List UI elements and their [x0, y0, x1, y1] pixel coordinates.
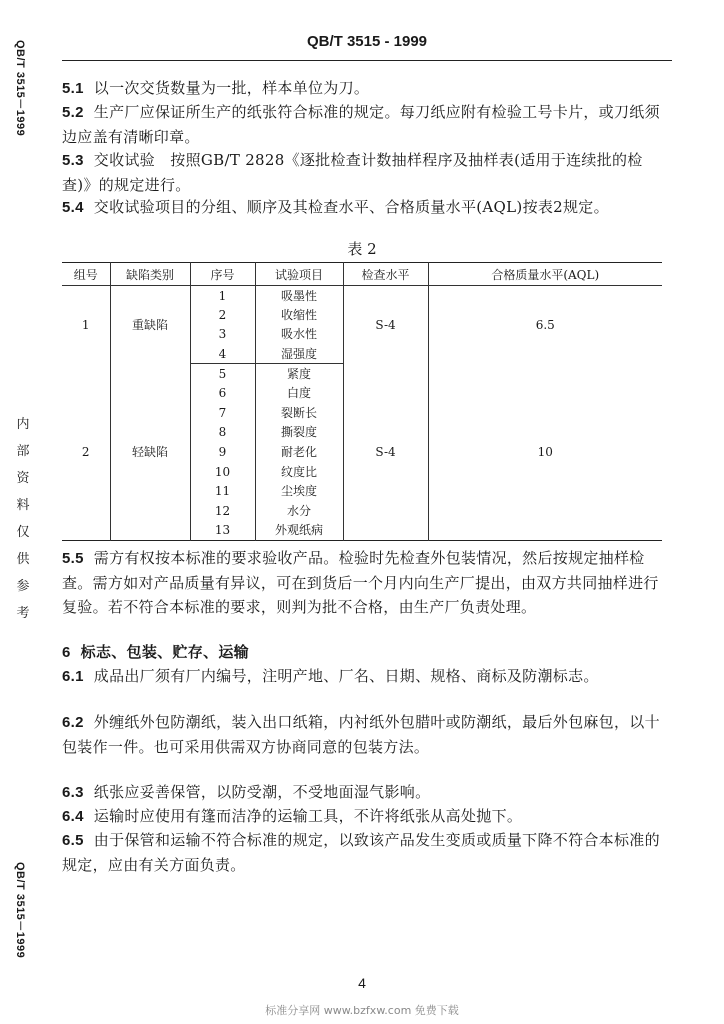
margin-note-char: 参: [16, 579, 30, 594]
clause-5-1: [62, 76, 662, 101]
clause-number: 6.2: [62, 714, 84, 731]
clause-text: 成品出厂须有厂内编号，注明产地、厂名、日期、规格、商标及防潮标志。: [93, 667, 599, 685]
clause-5-2: [62, 100, 662, 149]
defect-category-cell: 重缺陷: [110, 286, 190, 364]
clause-6-1: [62, 664, 662, 689]
aql-cell: 10: [428, 364, 662, 540]
margin-note-char: 料: [16, 498, 30, 513]
clause-6-3: [62, 780, 662, 805]
clause-5-5: [62, 546, 662, 619]
serial-number-cell: 8: [190, 423, 255, 443]
margin-standard-code-top: QB/T 3515－1999: [14, 40, 26, 137]
serial-number-cell: 7: [190, 403, 255, 423]
clause-text: 纸张应妥善保管，以防受潮，不受地面湿气影响。: [93, 783, 431, 801]
serial-number-cell: 10: [190, 462, 255, 482]
clause-number: 6.3: [62, 784, 84, 801]
clause-text: 交收试验 按照GB/T 2828《逐批检查计数抽样程序及抽样表(适用于连续批的检查)》的规定进行。: [62, 151, 643, 194]
test-item-cell: 湿强度: [255, 344, 343, 364]
header-defect-category: 缺陷类别: [110, 263, 190, 286]
test-item-cell: 白度: [255, 383, 343, 403]
group-number-cell: 1: [81, 317, 90, 332]
inspection-table: [62, 262, 662, 541]
header-test-item: 试验项目: [255, 263, 343, 286]
table-title: 表 2: [347, 240, 377, 258]
serial-number-cell: 1: [190, 286, 255, 306]
clause-text: 运输时应使用有篷而洁净的运输工具，不许将纸张从高处抛下。: [93, 807, 523, 825]
clause-number: 6.1: [62, 668, 84, 685]
header-group-number: 组号: [62, 263, 110, 286]
margin-standard-code-bottom: QB/T 3515－1999: [14, 862, 26, 959]
clause-text: 生产厂应保证所生产的纸张符合标准的规定。每刀纸应附有检验工号卡片，或刀纸须边应盖有清晰印章。: [62, 103, 660, 146]
serial-number-cell: 11: [190, 481, 255, 501]
clause-number: 5.3: [62, 152, 84, 169]
inspection-level-cell: S-4: [343, 364, 428, 540]
clause-number: 5.2: [62, 104, 84, 121]
margin-note-char: 仅: [16, 525, 30, 540]
test-item-cell: 裂断长: [255, 403, 343, 423]
clause-5-3: [62, 148, 662, 197]
test-item-cell: 尘埃度: [255, 481, 343, 501]
margin-internal-note: [16, 418, 30, 634]
section-title: 标志、包装、贮存、运输: [80, 643, 249, 661]
aql-cell: 6.5: [428, 286, 662, 364]
page-header: QB/T 3515 - 1999: [62, 33, 672, 61]
clause-number: 5.1: [62, 80, 84, 97]
margin-note-char: 部: [16, 444, 30, 459]
test-item-cell: 撕裂度: [255, 423, 343, 443]
clause-number: 5.5: [62, 550, 84, 567]
serial-number-cell: 5: [190, 364, 255, 384]
page-number: 4: [358, 975, 366, 991]
section-number: 6: [62, 644, 71, 661]
clause-text: 外缠纸外包防潮纸，装入出口纸箱，内衬纸外包腊叶或防潮纸，最后外包麻包，以十包装作一件。也可采用供需双方协商同意的包装方法。: [62, 713, 660, 756]
serial-number-cell: 4: [190, 344, 255, 364]
margin-note-char: 内: [16, 417, 30, 432]
clause-6-5: [62, 828, 662, 877]
clause-number: 6.4: [62, 808, 84, 825]
margin-note-char: 考: [16, 606, 30, 621]
test-item-cell: 外观纸病: [255, 521, 343, 541]
clause-6-4: [62, 804, 662, 829]
margin-note-char: 资: [16, 471, 30, 486]
header-aql: 合格质量水平(AQL): [428, 263, 662, 286]
serial-number-cell: 6: [190, 383, 255, 403]
clause-6-2: [62, 710, 662, 759]
serial-number-cell: 2: [190, 305, 255, 325]
serial-number-cell: 9: [190, 442, 255, 462]
test-item-cell: 收缩性: [255, 305, 343, 325]
test-item-cell: 纹度比: [255, 462, 343, 482]
serial-number-cell: 12: [190, 501, 255, 521]
test-item-cell: 吸水性: [255, 325, 343, 345]
defect-category-cell: 轻缺陷: [110, 364, 190, 540]
header-serial-number: 序号: [190, 263, 255, 286]
serial-number-cell: 3: [190, 325, 255, 345]
test-item-cell: 耐老化: [255, 442, 343, 462]
test-item-cell: 紧度: [255, 364, 343, 384]
header-inspection-level: 检查水平: [343, 263, 428, 286]
clause-5-4: [62, 195, 662, 220]
clause-number: 5.4: [62, 199, 84, 216]
group-number-cell: 2: [81, 444, 90, 459]
table-row: [62, 364, 662, 384]
test-item-cell: 水分: [255, 501, 343, 521]
inspection-level-cell: S-4: [343, 286, 428, 364]
clause-text: 交收试验项目的分组、顺序及其检查水平、合格质量水平(AQL)按表2规定。: [93, 198, 609, 216]
table-row: [62, 286, 662, 306]
table-header-row: [62, 263, 662, 286]
serial-number-cell: 13: [190, 521, 255, 541]
clause-text: 需方有权按本标准的要求验收产品。检验时先检查外包装情况，然后按规定抽样检查。需方如对产品质量有异议，可在到货后一个月内向生产厂提出，由双方共同抽样进行复验。若不符合本标准的要求，则判为批不合格，由生产厂负责处理。: [62, 549, 659, 616]
clause-number: 6.5: [62, 832, 84, 849]
margin-note-char: 供: [16, 552, 30, 567]
test-item-cell: 吸墨性: [255, 286, 343, 306]
section-6-heading: [62, 640, 662, 665]
clause-text: 由于保管和运输不符合标准的规定，以致该产品发生变质或质量下降不符合本标准的规定，应由有关方面负责。: [62, 831, 660, 874]
watermark-footer: 标准分享网 www.bzfxw.com 免费下载: [265, 1004, 459, 1017]
clause-text: 以一次交货数量为一批，样本单位为刀。: [93, 79, 370, 97]
